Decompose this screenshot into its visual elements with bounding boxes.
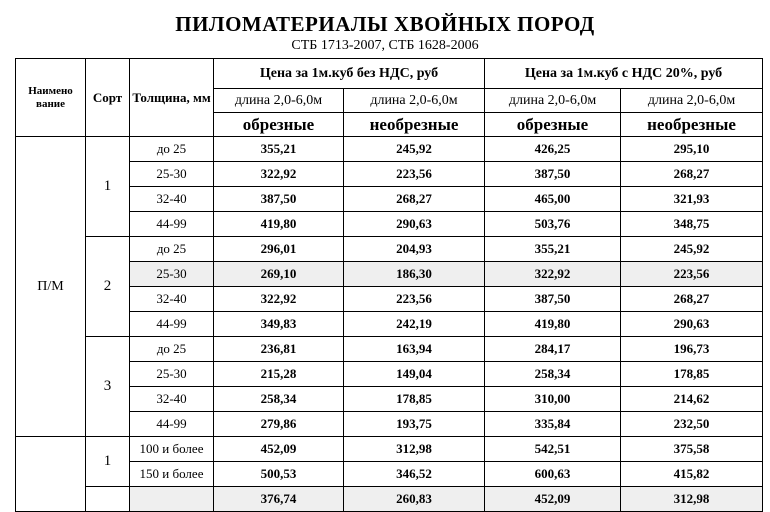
- price-cell: 387,50: [485, 287, 621, 312]
- price-cell: 387,50: [214, 187, 344, 212]
- price-cell: 355,21: [214, 137, 344, 162]
- thickness-cell: до 25: [130, 137, 214, 162]
- price-cell: 245,92: [344, 137, 485, 162]
- header-sort: Сорт: [86, 59, 130, 137]
- sort-cell: 1: [86, 137, 130, 237]
- price-cell: 178,85: [344, 387, 485, 412]
- price-cell: 269,10: [214, 262, 344, 287]
- price-cell: 258,34: [214, 387, 344, 412]
- header-edged-1: обрезные: [214, 113, 344, 137]
- thickness-cell: до 25: [130, 337, 214, 362]
- price-cell: 312,98: [621, 487, 763, 512]
- price-cell: 214,62: [621, 387, 763, 412]
- thickness-cell: 32-40: [130, 387, 214, 412]
- price-cell: 242,19: [344, 312, 485, 337]
- price-cell: 322,92: [485, 262, 621, 287]
- price-cell: 376,74: [214, 487, 344, 512]
- price-cell: 290,63: [344, 212, 485, 237]
- price-cell: 346,52: [344, 462, 485, 487]
- price-cell: 419,80: [214, 212, 344, 237]
- thickness-cell: 25-30: [130, 262, 214, 287]
- price-cell: 193,75: [344, 412, 485, 437]
- price-cell: 600,63: [485, 462, 621, 487]
- price-cell: 186,30: [344, 262, 485, 287]
- price-cell: 465,00: [485, 187, 621, 212]
- price-cell: 542,51: [485, 437, 621, 462]
- price-cell: 236,81: [214, 337, 344, 362]
- product-name-2: [16, 437, 86, 512]
- price-cell: 268,27: [621, 287, 763, 312]
- price-cell: 426,25: [485, 137, 621, 162]
- header-name: Наимено вание: [16, 59, 86, 137]
- price-cell: 349,83: [214, 312, 344, 337]
- header-edged-2: обрезные: [485, 113, 621, 137]
- header-length-1: длина 2,0-6,0м: [214, 89, 344, 113]
- price-cell: 355,21: [485, 237, 621, 262]
- price-cell: 215,28: [214, 362, 344, 387]
- sort-cell: 2: [86, 237, 130, 337]
- price-cell: 322,92: [214, 287, 344, 312]
- price-cell: 284,17: [485, 337, 621, 362]
- price-cell: 149,04: [344, 362, 485, 387]
- header-price-no-vat: Цена за 1м.куб без НДС, руб: [214, 59, 485, 89]
- thickness-cell: [130, 487, 214, 512]
- price-cell: 310,00: [485, 387, 621, 412]
- price-cell: 245,92: [621, 237, 763, 262]
- header-length-4: длина 2,0-6,0м: [621, 89, 763, 113]
- price-cell: 196,73: [621, 337, 763, 362]
- price-cell: 268,27: [621, 162, 763, 187]
- price-cell: 375,58: [621, 437, 763, 462]
- thickness-cell: 25-30: [130, 162, 214, 187]
- price-cell: 204,93: [344, 237, 485, 262]
- price-cell: 452,09: [214, 437, 344, 462]
- thickness-cell: 44-99: [130, 212, 214, 237]
- price-cell: 279,86: [214, 412, 344, 437]
- thickness-cell: до 25: [130, 237, 214, 262]
- header-price-vat: Цена за 1м.куб с НДС 20%, руб: [485, 59, 763, 89]
- price-cell: 415,82: [621, 462, 763, 487]
- price-cell: 348,75: [621, 212, 763, 237]
- price-cell: 163,94: [344, 337, 485, 362]
- header-length-3: длина 2,0-6,0м: [485, 89, 621, 113]
- price-cell: 296,01: [214, 237, 344, 262]
- price-cell: 321,93: [621, 187, 763, 212]
- thickness-cell: 25-30: [130, 362, 214, 387]
- thickness-cell: 44-99: [130, 412, 214, 437]
- price-cell: 178,85: [621, 362, 763, 387]
- thickness-cell: 100 и более: [130, 437, 214, 462]
- price-table: [15, 58, 763, 512]
- header-unedged-2: необрезные: [621, 113, 763, 137]
- thickness-cell: 44-99: [130, 312, 214, 337]
- cut-off-header-line: [60, 0, 740, 4]
- price-cell: 503,76: [485, 212, 621, 237]
- price-cell: 312,98: [344, 437, 485, 462]
- price-cell: 322,92: [214, 162, 344, 187]
- header-unedged-1: необрезные: [344, 113, 485, 137]
- sort-cell: 1: [86, 437, 130, 487]
- price-cell: 335,84: [485, 412, 621, 437]
- price-cell: 500,53: [214, 462, 344, 487]
- price-cell: 260,83: [344, 487, 485, 512]
- price-cell: 223,56: [621, 262, 763, 287]
- price-cell: 258,34: [485, 362, 621, 387]
- price-cell: 452,09: [485, 487, 621, 512]
- price-cell: 295,10: [621, 137, 763, 162]
- price-cell: 290,63: [621, 312, 763, 337]
- sort-cell: [86, 487, 130, 512]
- page-title: ПИЛОМАТЕРИАЛЫ ХВОЙНЫХ ПОРОД: [175, 12, 595, 36]
- header-length-2: длина 2,0-6,0м: [344, 89, 485, 113]
- price-cell: 232,50: [621, 412, 763, 437]
- price-cell: 387,50: [485, 162, 621, 187]
- price-cell: 223,56: [344, 162, 485, 187]
- header-thickness: Толщина, мм: [130, 59, 214, 137]
- sort-cell: 3: [86, 337, 130, 437]
- thickness-cell: 32-40: [130, 287, 214, 312]
- price-cell: 223,56: [344, 287, 485, 312]
- price-cell: 419,80: [485, 312, 621, 337]
- thickness-cell: 32-40: [130, 187, 214, 212]
- price-cell: 268,27: [344, 187, 485, 212]
- product-name: П/М: [16, 137, 86, 437]
- page-subtitle: СТБ 1713-2007, СТБ 1628-2006: [291, 38, 479, 53]
- thickness-cell: 150 и более: [130, 462, 214, 487]
